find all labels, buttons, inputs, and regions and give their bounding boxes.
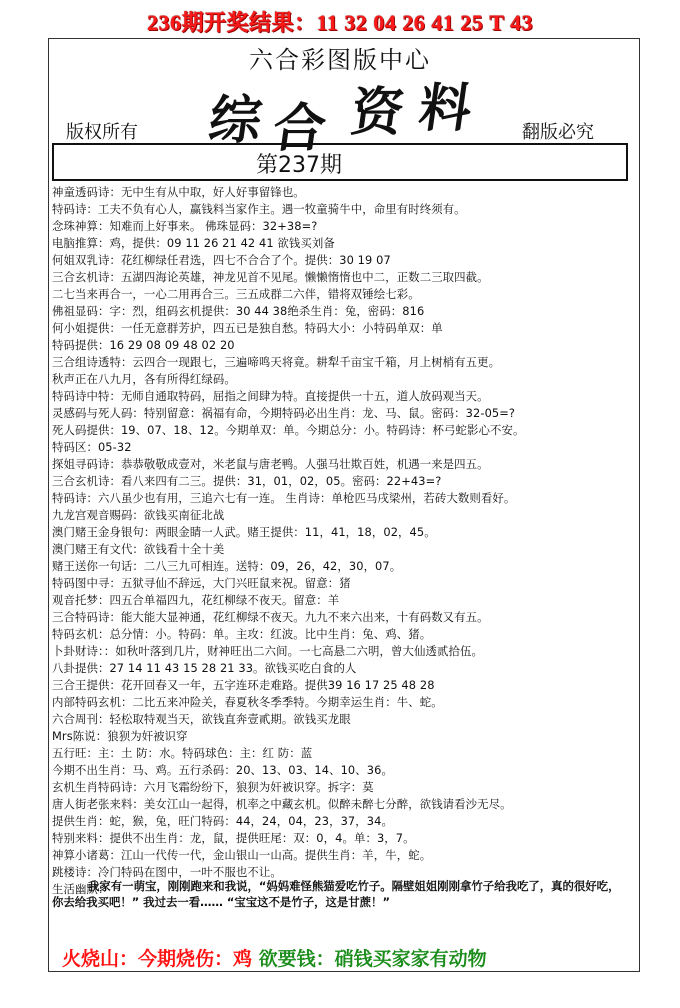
brush-title-char-2: 合 xyxy=(269,98,330,159)
footer-part-2: 鸡 xyxy=(233,948,253,970)
content-line: 内部特码玄机：二比五来冲险关，春夏秋冬季季特。今期幸运生肖：牛、蛇。 xyxy=(52,695,443,709)
content-line: 玄机生肖特码诗：六月飞霜纷纷下，狼狈为奸被识穿。拆字：莫 xyxy=(52,780,374,794)
content-line: 三合玄机诗：看八来四有二三。提供：31，01，02，05。密码：22+43=? xyxy=(52,474,442,488)
content-line: 赌王送你一句话：二八三九可相连。送特：09，26，42，30，07。 xyxy=(52,559,402,573)
content-line: 特码图中寻：五狱寻仙不辞远，大门兴旺鼠来祝。留意：猪 xyxy=(52,576,351,590)
piracy-warning-mark: 翻版必究 xyxy=(522,122,594,143)
content-line: 今期不出生肖：马、鸡。五行杀码：20、13、03、14、10、36。 xyxy=(52,763,393,777)
content-line: Mrs陈说：狼狈为奸被识穿 xyxy=(52,729,188,743)
content-line: 三合王提供：花开回春又一年，五字连环走难路。提供39 16 17 25 48 28 xyxy=(52,678,435,692)
footer-part-3: 欲要钱： xyxy=(252,948,335,970)
content-line: 特码诗：六八虽少也有用，三追六七有一连。 生肖诗：单枪匹马戌梁州，若砖大数则看好。 xyxy=(52,491,516,505)
content-line: 念珠神算：知难而上好事来。 佛珠显码：32+38=? xyxy=(52,219,318,233)
content-line: 探姐寻码诗：恭恭敬敬成壹对，米老鼠与唐老鸭。人强马壮欺百姓，机遇一来是四五。 xyxy=(52,457,489,471)
content-line: 特码诗中特：无师自通取特码，屈指之间肆为特。直接提供一十五，道人放码观当天。 xyxy=(52,389,489,403)
content-line: 六合周刊：轻松取特观当天，欲钱直奔壹貳期。欲钱买龙眼 xyxy=(52,712,351,726)
content-line: 特码诗：工夫不负有心人，赢钱料当家作主。遇一牧童骑牛中，命里有时终须有。 xyxy=(52,202,466,216)
content-line: 何小姐提供：一任无意群芳护，四五已是独自愁。特码大小：小特码单双：单 xyxy=(52,321,443,335)
content-line: 特码区：05-32 xyxy=(52,440,132,454)
content-line: 跳楼诗：冷门特码在图中，一叶不服也不让。 xyxy=(52,865,282,879)
content-line: 佛祖显码：字：烈，组码玄机提供：30 44 38绝杀生肖：兔，密码：816 xyxy=(52,304,425,318)
content-line: 电脑推算：鸡，提供：09 11 26 21 42 41 欲钱买刘备 xyxy=(52,236,335,250)
brush-title-char-4: 料 xyxy=(415,78,476,139)
content-line: 三合特码诗：能大能大显神通，花红柳绿不夜天。九九不来六出来，十有码数又有五。 xyxy=(52,610,489,624)
content-line: 唐人街老张来料：美女江山一起得，机率之中藏玄机。似醉未醉七分醉，欲钱请看沙无尽。 xyxy=(52,797,512,811)
content-line: 观音托梦：四五合单福四九，花红柳绿不夜天。留意：羊 xyxy=(52,593,340,607)
footer-part-1: 火烧山：今期烧伤： xyxy=(62,948,234,970)
content-line: 神算小诸葛：江山一代传一代，金山银山一山高。提供生肖：羊，牛，蛇。 xyxy=(52,848,432,862)
content-line: 秋声正在八九月，各有所得红绿码。 xyxy=(52,372,236,386)
content-line: 何姐双乳诗：花红柳绿任君选，四七不合合了个。提供：30 19 07 xyxy=(52,253,391,267)
content-line: 澳门赌王有文代：欲钱看十全十美 xyxy=(52,542,225,556)
content-line: 特码提供：16 29 08 09 48 02 20 xyxy=(52,338,235,352)
content-line: 九龙宫观音赐码：欲钱买南征北战 xyxy=(52,508,225,522)
header-title: 六合彩图版中心 xyxy=(249,46,431,74)
humor-story-text: 我家有一萌宝，刚刚跑来和我说，“妈妈难怪熊猫爱吃竹子。隔壁姐姐刚刚拿竹子给我吃了，真的很好吃，你去给我买吧！” 我过去一看…… “宝宝这不是竹子，这是甘蔗！” xyxy=(52,879,620,909)
content-line: 神童透码诗：无中生有从中取，好人好事留锋也。 xyxy=(52,185,305,199)
brush-title-char-1: 综 xyxy=(205,90,266,151)
content-line: 灵感码与死人码：特别留意：祸福有命，今期特码必出生肖：龙、马、鼠。密码：32-05=? xyxy=(52,406,516,420)
content-line: 八卦提供：27 14 11 43 15 28 21 33。欲钱买吃白食的人 xyxy=(52,661,357,675)
content-line: 卜卦财诗：：如秋叶落到几片，财神旺出二六间。一七高悬二六明，曾大仙透贰拾伍。 xyxy=(52,644,483,658)
copyright-mark: 版权所有 xyxy=(66,122,138,143)
footer-part-4: 硝钱买家家有动物 xyxy=(334,948,487,970)
brush-title-char-3: 资 xyxy=(347,82,408,143)
content-line: 三合组诗透特：云四合一现跟七，三遍啼鸣天将竟。耕犁千亩宝千箱，月上树梢有五更。 xyxy=(52,355,501,369)
content-line: 三合玄机诗：五湖四海论英雄，神龙见首不见尾。懒懒惰惰也中二，正数二三取四截。 xyxy=(52,270,489,284)
content-line: 二七当来再合一，一心二用再合三。三五成群二六伴，错将双锤绘七彩。 xyxy=(52,287,420,301)
previous-draw-result-banner: 236期开奖结果：11 32 04 26 41 25 T 43 xyxy=(146,10,534,35)
content-line: 特别来料：提供不出生肖：龙，鼠，提供旺尾：双：0，4。单：3，7。 xyxy=(52,831,415,845)
content-line: 五行旺：主：土 防：水。特码球色：主：红 防：蓝 xyxy=(52,746,313,760)
content-line: 死人码提供：19、07、18、12。今期单双：单。今期总分：小。特码诗：杯弓蛇影心不安。 xyxy=(52,423,525,437)
issue-number: 第237期 xyxy=(256,153,342,178)
content-line: 生活幽默： xyxy=(52,882,110,896)
footer-slogan xyxy=(62,944,487,971)
content-line: 提供生肖：蛇，猴，兔，旺门特码：44，24，04，23，37，34。 xyxy=(52,814,393,828)
humor-story xyxy=(52,878,620,910)
content-lines xyxy=(52,184,632,898)
content-line: 澳门赌王金身银句：两眼金睛一人武。赌王提供：11，41，18，02，45。 xyxy=(52,525,436,539)
content-line: 特码玄机：总分情：小。特码：单。主攻：红波。比中生肖：兔、鸡、猪。 xyxy=(52,627,432,641)
